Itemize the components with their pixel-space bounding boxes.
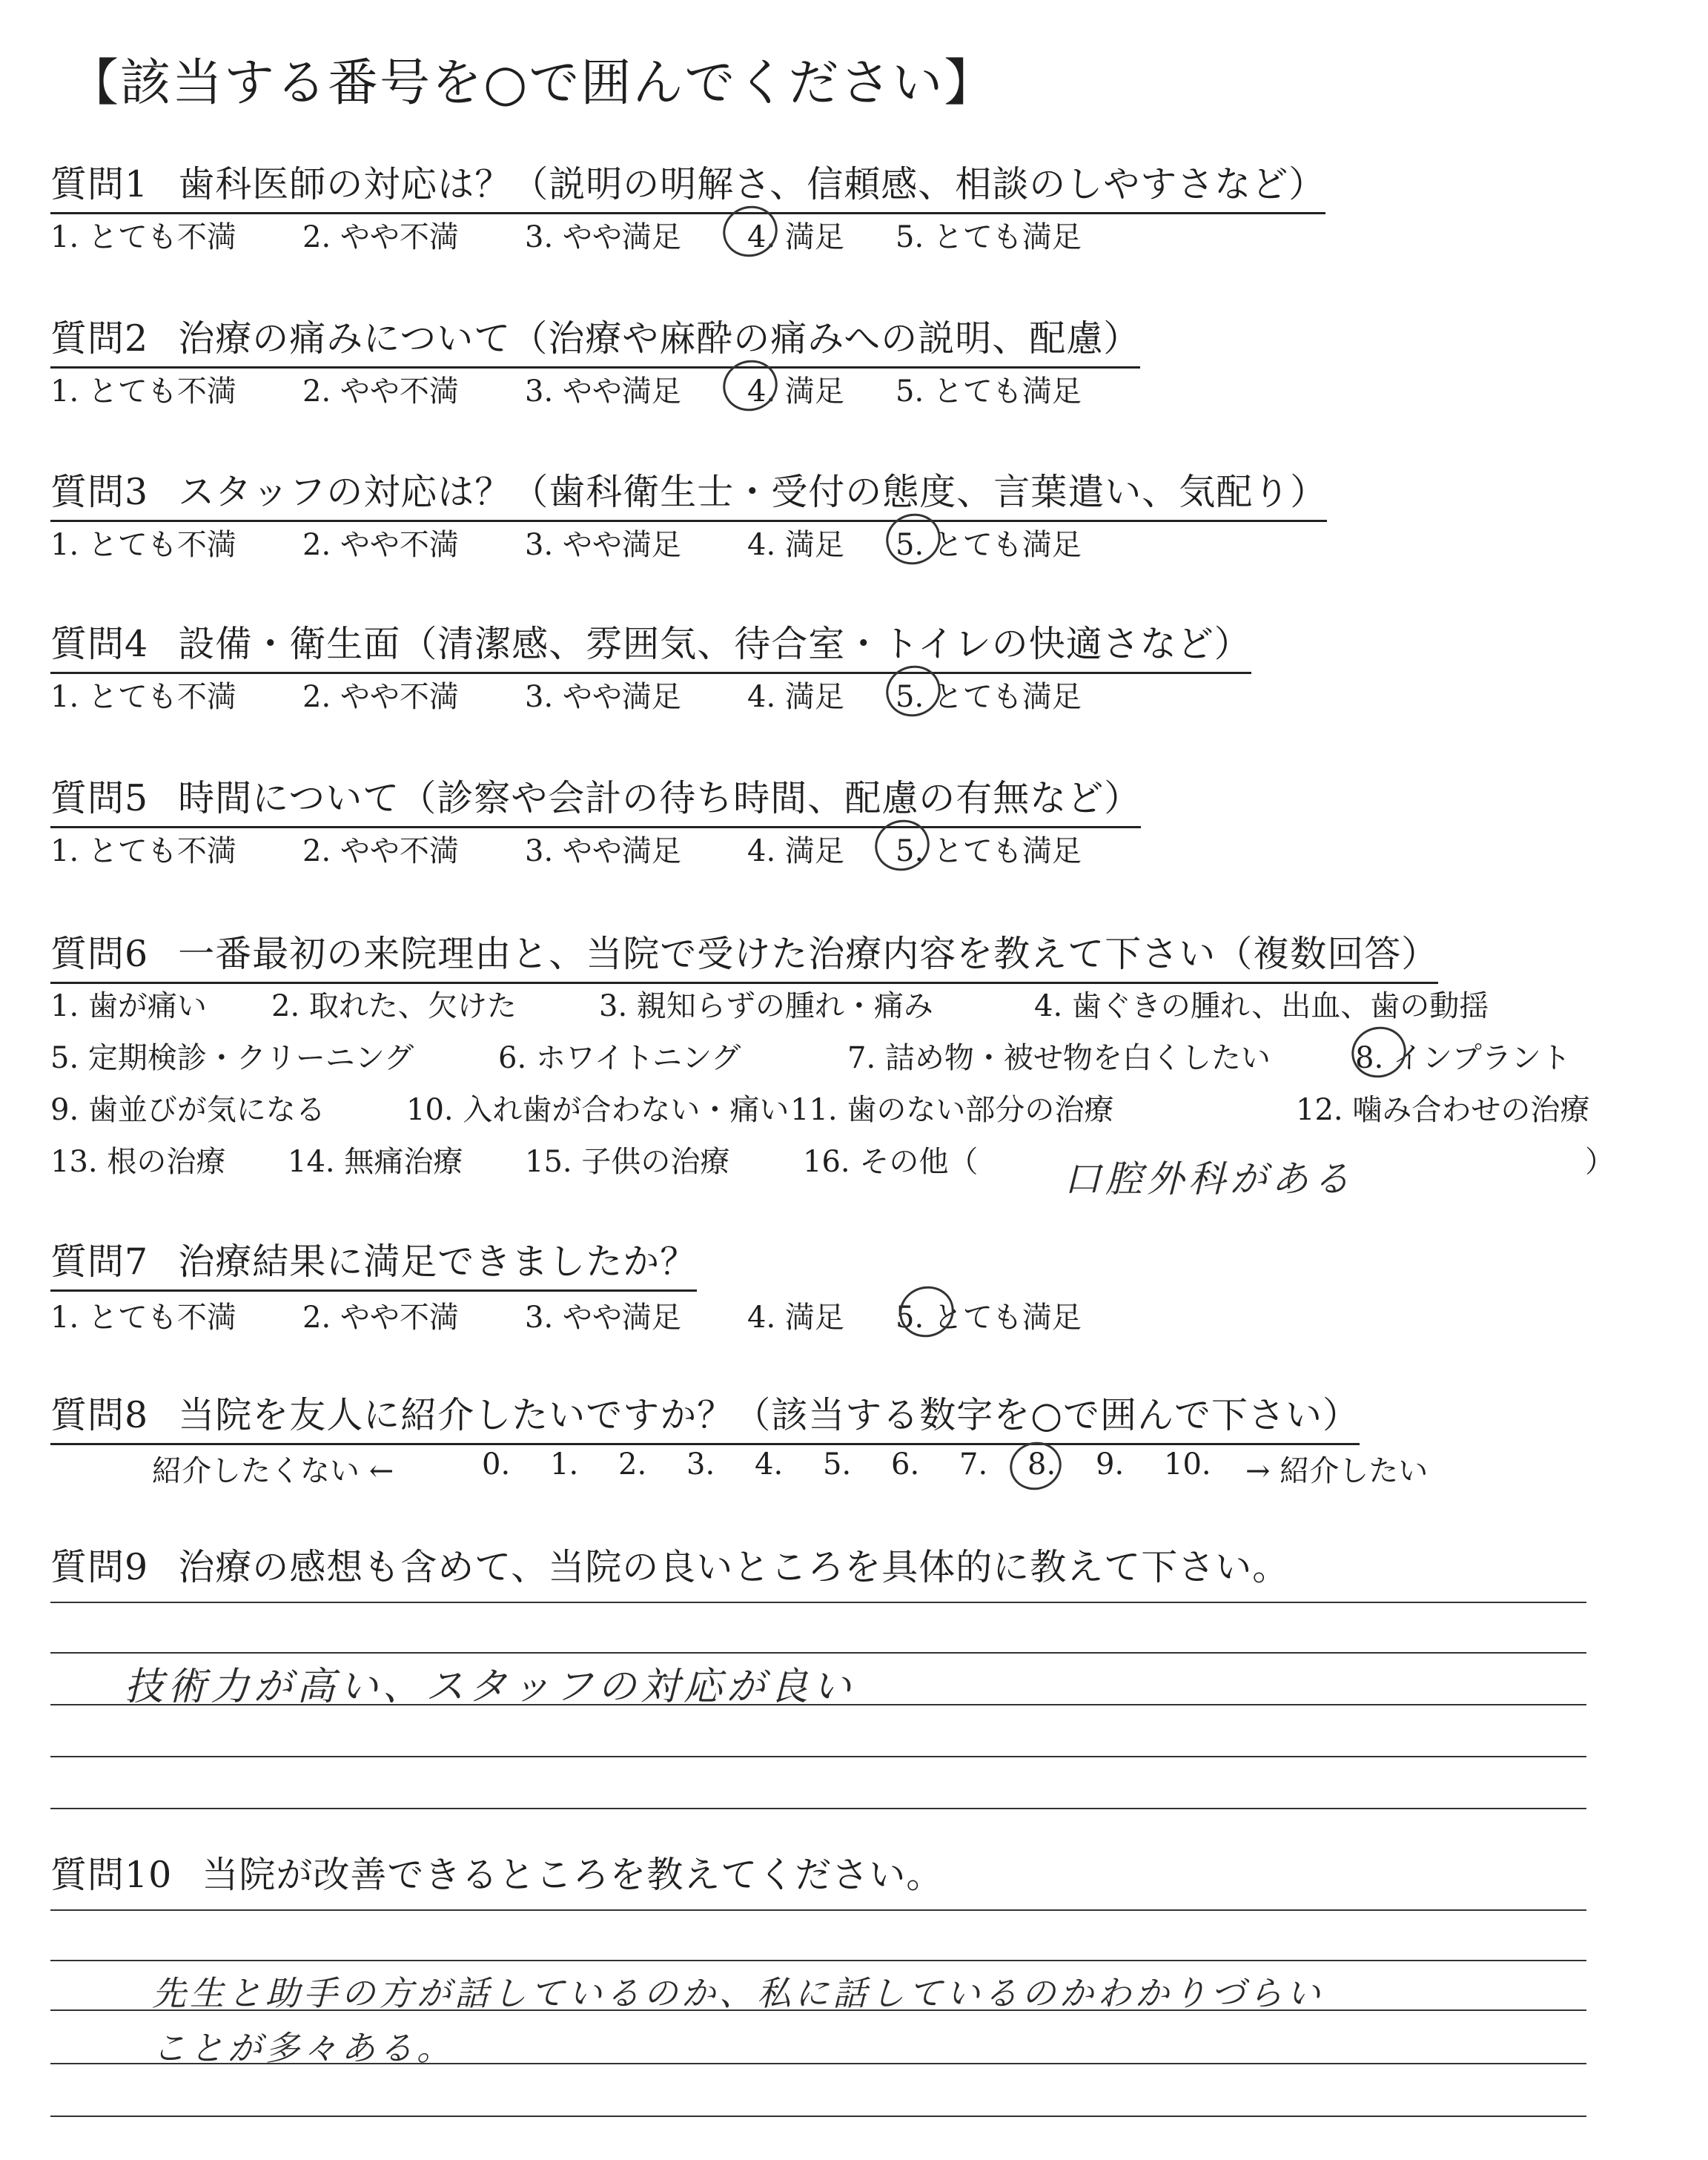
q10-ruled-line	[50, 1960, 1586, 1961]
q2-option[interactable]: 1. とても不満	[50, 374, 236, 409]
q6-option[interactable]: 8. インプラント	[1355, 1041, 1571, 1075]
q8-number-option[interactable]: 3.	[686, 1447, 715, 1482]
q4-label: 質問4	[50, 623, 149, 665]
q6-option[interactable]: 12. 噛み合わせの治療	[1296, 1093, 1590, 1127]
q5-option[interactable]: 4. 満足	[747, 834, 844, 868]
q6-option[interactable]: 5. 定期検診・クリーニング	[50, 1041, 414, 1075]
q6-option[interactable]: 10. 入れ歯が合わない・痛い	[406, 1093, 790, 1127]
q2-label: 質問2	[50, 317, 149, 360]
q3-option[interactable]: 2. やや不満	[302, 528, 459, 562]
q10-answer-line-2: ことが多々ある。	[152, 2028, 454, 2068]
q4-option[interactable]: 4. 満足	[747, 680, 844, 714]
q1-option[interactable]: 5. とても満足	[896, 220, 1082, 254]
q7-option[interactable]: 5. とても満足	[896, 1301, 1082, 1335]
q4-option[interactable]: 2. やや不満	[302, 680, 459, 714]
q6-other-answer: 口腔外科がある	[1064, 1157, 1354, 1200]
q9-text: 治療の感想も含めて、当院の良いところを具体的に教えて下さい。	[178, 1546, 1290, 1588]
q1-option[interactable]: 2. やや不満	[302, 220, 459, 254]
q5-option[interactable]: 2. やや不満	[302, 834, 459, 868]
q10-title	[50, 1846, 943, 1903]
q2-option[interactable]: 3. やや満足	[525, 374, 681, 409]
q1-text: 歯科医師の対応は？（説明の明解さ、信頼感、相談のしやすさなど）	[178, 163, 1326, 205]
q5-text: 時間について（診察や会計の待ち時間、配慮の有無など）	[178, 777, 1142, 819]
q5-option[interactable]: 5. とても満足	[896, 834, 1082, 868]
q9-ruled-line	[50, 1808, 1586, 1809]
q2-option[interactable]: 2. やや不満	[302, 374, 459, 409]
q8-left-label: 紹介したくない ←	[152, 1454, 394, 1488]
q4-option[interactable]: 5. とても満足	[896, 680, 1082, 714]
q6-label: 質問6	[50, 933, 149, 975]
q5-option[interactable]: 3. やや満足	[525, 834, 681, 868]
q6-text: 一番最初の来院理由と、当院で受けた治療内容を教えて下さい（複数回答）	[178, 933, 1439, 975]
q6-option[interactable]: 7. 詰め物・被せ物を白くしたい	[847, 1041, 1271, 1075]
q5-option[interactable]: 1. とても不満	[50, 834, 236, 868]
q8-number-option[interactable]: 0.	[482, 1447, 511, 1482]
q2-option[interactable]: 4. 満足	[747, 374, 844, 409]
q4-title	[50, 615, 1251, 674]
q1-option[interactable]: 4. 満足	[747, 220, 844, 254]
q3-option[interactable]: 4. 満足	[747, 528, 844, 562]
q10-label: 質問10	[50, 1854, 173, 1896]
q9-label: 質問9	[50, 1546, 149, 1588]
q6-option[interactable]: 4. 歯ぐきの腫れ、出血、歯の動揺	[1034, 989, 1489, 1023]
q9-ruled-line	[50, 1652, 1586, 1654]
q8-title	[50, 1387, 1360, 1445]
q10-text: 当院が改善できるところを教えてください。	[202, 1854, 944, 1896]
q8-number-option[interactable]: 7.	[959, 1447, 988, 1482]
q7-option[interactable]: 3. やや満足	[525, 1301, 681, 1335]
q6-title	[50, 925, 1438, 984]
q5-label: 質問5	[50, 777, 149, 819]
q7-title	[50, 1233, 697, 1292]
q10-answer-line-1: 先生と助手の方が話しているのか、私に話しているのかわかりづらい	[152, 1973, 1324, 2013]
q3-option[interactable]: 5. とても満足	[896, 528, 1082, 562]
q2-option[interactable]: 5. とても満足	[896, 374, 1082, 409]
q6-option[interactable]: 3. 親知らずの腫れ・痛み	[599, 989, 933, 1023]
q9-title	[50, 1539, 1289, 1595]
q10-ruled-line	[50, 1909, 1586, 1911]
q6-option[interactable]: 15. 子供の治療	[525, 1145, 730, 1179]
q9-answer: 技術力が高い、スタッフの対応が良い	[125, 1665, 856, 1709]
q6-option[interactable]: 9. 歯並びが気になる	[50, 1093, 325, 1127]
q1-title	[50, 156, 1325, 214]
q3-option[interactable]: 3. やや満足	[525, 528, 681, 562]
q2-text: 治療の痛みについて（治療や麻酔の痛みへの説明、配慮）	[178, 317, 1141, 360]
q7-text: 治療結果に満足できましたか？	[178, 1241, 698, 1283]
q6-option[interactable]: 6. ホワイトニング	[498, 1041, 741, 1075]
q6-option[interactable]: 1. 歯が痛い	[50, 989, 207, 1023]
q8-number-option[interactable]: 2.	[618, 1447, 647, 1482]
q10-ruled-line	[50, 2116, 1586, 2117]
q8-number-option[interactable]: 10.	[1164, 1447, 1211, 1482]
q6-option[interactable]: 13. 根の治療	[50, 1145, 226, 1179]
q6-option[interactable]: 11. 歯のない部分の治療	[790, 1093, 1114, 1127]
q3-text: スタッフの対応は？（歯科衛生士・受付の態度、言葉遣い、気配り）	[178, 471, 1328, 513]
q1-option[interactable]: 1. とても不満	[50, 220, 236, 254]
form-instruction-title: 【該当する番号を○で囲んでください】	[68, 54, 996, 113]
q8-label: 質問8	[50, 1394, 149, 1436]
q8-right-label: → 紹介したい	[1245, 1454, 1429, 1488]
q3-option[interactable]: 1. とても不満	[50, 528, 236, 562]
q8-number-option[interactable]: 1.	[550, 1447, 579, 1482]
q9-ruled-line	[50, 1756, 1586, 1757]
q8-number-option[interactable]: 8.	[1027, 1447, 1056, 1482]
q4-option[interactable]: 1. とても不満	[50, 680, 236, 714]
q1-label: 質問1	[50, 163, 149, 205]
q8-number-option[interactable]: 4.	[755, 1447, 784, 1482]
q3-label: 質問3	[50, 471, 149, 513]
q1-option[interactable]: 3. やや満足	[525, 220, 681, 254]
q2-title	[50, 310, 1140, 369]
q3-title	[50, 463, 1327, 522]
q4-option[interactable]: 3. やや満足	[525, 680, 681, 714]
q6-option[interactable]: 2. 取れた、欠けた	[271, 989, 517, 1023]
q6-other-close: ）	[1585, 1145, 1615, 1179]
q5-title	[50, 770, 1141, 828]
q7-option[interactable]: 1. とても不満	[50, 1301, 236, 1335]
q6-option[interactable]: 14. 無痛治療	[288, 1145, 463, 1179]
q8-number-option[interactable]: 9.	[1096, 1447, 1125, 1482]
q7-option[interactable]: 4. 満足	[747, 1301, 844, 1335]
q7-option[interactable]: 2. やや不満	[302, 1301, 459, 1335]
q9-ruled-line	[50, 1602, 1586, 1603]
q8-number-option[interactable]: 5.	[823, 1447, 852, 1482]
q4-text: 設備・衛生面（清潔感、雰囲気、待合室・トイレの快適さなど）	[178, 623, 1251, 665]
q8-text: 当院を友人に紹介したいですか？（該当する数字を○で囲んで下さい）	[178, 1394, 1360, 1436]
q8-number-option[interactable]: 6.	[891, 1447, 920, 1482]
q6-option[interactable]: 16. その他（	[803, 1145, 979, 1179]
q7-label: 質問7	[50, 1241, 149, 1283]
